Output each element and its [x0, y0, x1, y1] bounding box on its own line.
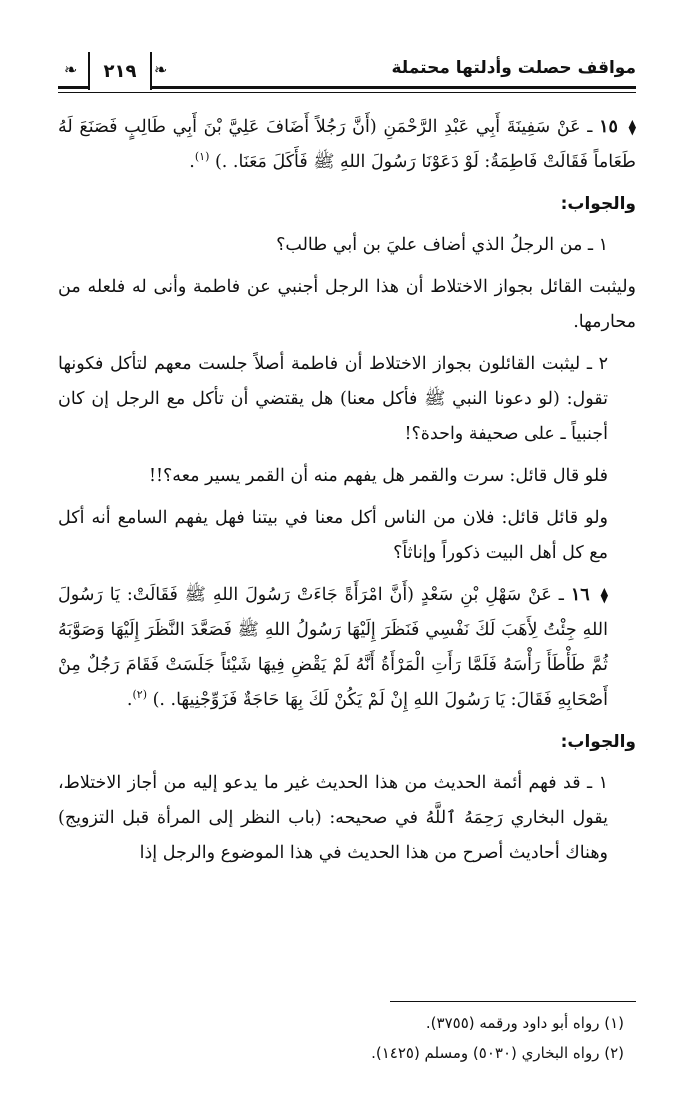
- ornament-icon: ❧: [64, 60, 78, 79]
- answer-heading: والجواب:: [560, 732, 636, 752]
- hadith-15: [58, 110, 636, 180]
- page-header: [58, 52, 636, 100]
- answer-paragraph: ولو قائل قائل: فلان من الناس أكل معنا في بيتنا فهل يفهم السامع أنه أكل مع كل أهل البيت ذكوراً وإناثاً؟: [58, 508, 608, 563]
- hadith-marker-icon: ⧫: [628, 118, 636, 136]
- page-number-frame: [88, 52, 152, 90]
- hadith-number: ١٦: [570, 585, 590, 605]
- footnote-number: (١): [604, 1014, 624, 1032]
- hadith-marker-icon: ⧫: [600, 586, 608, 604]
- answer-heading: والجواب:: [560, 194, 636, 214]
- answer-paragraph: فلو قال قائل: سرت والقمر هل يفهم منه أن القمر يسير معه؟!!: [148, 466, 608, 486]
- footnote-ref: (١): [194, 150, 210, 164]
- ornament-icon: ❧: [154, 60, 168, 79]
- footnote-separator: [390, 1001, 636, 1002]
- hadith-end: .: [189, 152, 195, 172]
- answer-paragraph: ١ ـ من الرجلُ الذي أضاف عليَ بن أبي طالب؟: [276, 235, 608, 255]
- footnote: [58, 1008, 636, 1038]
- hadith-text: ـ عَنْ سَهْلِ بْنِ سَعْدٍ (أَنَّ امْرَأَةً جَاءَتْ رَسُولَ اللهِ ﷺ فَقَالَتْ: يَا رَسُولَ اللهِ جِئْتُ لِأَهَبَ لَكَ نَفْسِي فَنَظَرَ إِلَيْهَا رَسُولُ اللهِ ﷺ فَصَعَّدَ النَّظَرَ إِلَيْهَا وَصَوَّبَهُ ثُمَّ طَأْطَأَ رَأْسَهُ فَلَمَّا رَأَتِ الْمَرْأَةُ أَنَّهُ لَمْ يَقْضِ فِيهَا شَيْئاً جَلَسَتْ فَقَامَ رَجُلٌ مِنْ أَصْحَابِهِ فَقَالَ: يَا رَسُولَ اللهِ إِنْ لَمْ يَكُنْ لَكَ بِهَا حَاجَةٌ فَزَوِّجْنِيهَا. .): [58, 585, 608, 710]
- hadith-end: .: [126, 690, 133, 710]
- footnotes: [58, 1008, 636, 1068]
- header-rule-thin: [58, 92, 636, 93]
- answer-paragraph: ١ ـ قد فهم أئمة الحديث من هذا الحديث غير ما يدعو إليه من أجاز الاختلاط، يقول البخاري رَحِمَهُ ٱللَّهُ في صحيحه: (باب النظر إلى المرأة قبل التزويج) وهناك أحاديث أصرح من هذا الحديث في هذا الموضوع والرجل إذا: [58, 773, 608, 863]
- footnote-number: (٢): [604, 1044, 624, 1062]
- hadith-number: ١٥: [599, 117, 618, 137]
- hadith-16: [58, 578, 636, 718]
- answer-paragraph: ٢ ـ ليثبت القائلون بجواز الاختلاط أن فاطمة أصلاً جلست معهم لتأكل فكونها تقول: (لو دعونا النبي ﷺ فأكل معنا) هل يقتضي أن تأكل مع الرجل إن كان أجنبياً ـ على صحيفة واحدة؟!: [58, 354, 608, 444]
- footnote-text: رواه البخاري (٥٠٣٠) ومسلم (١٤٢٥).: [371, 1044, 600, 1062]
- footnote-ref: (٢): [132, 688, 147, 702]
- answer-paragraph: وليثبت القائل بجواز الاختلاط أن هذا الرجل أجنبي عن فاطمة وأنى له فلعله من محارمها.: [58, 277, 636, 332]
- hadith-text: ـ عَنْ سَفِينَةَ أَبِي عَبْدِ الرَّحْمَنِ (أَنَّ رَجُلاً أَضَافَ عَلِيَّ بْنَ أَبِي طَالِبٍ فَصَنَعَ لَهُ طَعَاماً فَقَالَتْ فَاطِمَةُ: لَوْ دَعَوْنَا رَسُولَ اللهِ ﷺ فَأَكَلَ مَعَنَا. .): [58, 117, 636, 172]
- page-body: [58, 110, 636, 878]
- footnote-text: رواه أبو داود ورقمه (٣٧٥٥).: [425, 1014, 600, 1032]
- running-title: مواقف حصلت وأدلتها محتملة: [391, 58, 636, 78]
- footnote: [58, 1038, 636, 1068]
- page-number: ٢١٩: [103, 60, 137, 82]
